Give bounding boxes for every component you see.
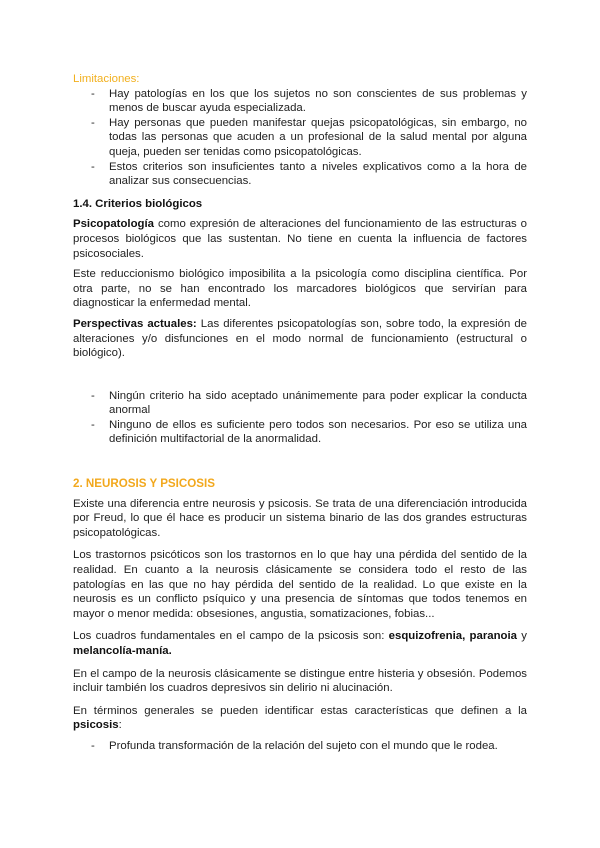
document-content [73, 72, 527, 754]
paragraph-diferencia: Existe una diferencia entre neurosis y psicosis. Se trata de una diferenciación introducida por Freud, lo que él hace es producir un sistema binario de las dos grandes estructuras psicopatológicas. [73, 497, 527, 539]
dash-marker: - [91, 160, 95, 173]
paragraph-cuadros: Los cuadros fundamentales en el campo de la psicosis son: esquizofrenia, paranoia y melancolía-manía. [73, 630, 527, 657]
dash-marker: - [91, 389, 95, 402]
paragraph-reduccionismo: Este reduccionismo biológico imposibilita a la psicología como disciplina científica. Por otra parte, no se han encontrado los marcadores biológicos que servirían para diagnosticar la enfermedad mental. [73, 268, 527, 310]
dash-marker: - [91, 116, 95, 129]
dash-marker: - [91, 87, 95, 100]
list-item: - Profunda transformación de la relación del sujeto con el mundo que le rodea. [91, 739, 498, 752]
paragraph-caracteristicas: En términos generales se pueden identificar estas características que definen a la psicosis: [73, 704, 527, 732]
paragraph-trastornos: Los trastornos psicóticos son los trastornos en lo que hay una pérdida del sentido de la realidad. En cuanto a la neurosis clásicamente se considera todo el resto de las patologías en las que no hay pérdida del sentido de la realidad. Lo que existe en la neurosis es un conflicto psíquico y una presencia de síntomas que todos tenemos en mayor o menor medida: obsesiones, angustia, somatizaciones, fobias... [73, 549, 527, 620]
paragraph-psicopatologia: Psicopatología como expresión de alteraciones del funcionamiento de las estructuras o procesos biológicos que las sustentan. No tiene en cuenta la influencia de factores psicosociales. [73, 218, 527, 260]
limitaciones-list [73, 87, 527, 189]
list-item: - Estos criterios son insuficientes tanto a niveles explicativos como a la hora de analizar sus consecuencias. [91, 160, 527, 188]
paragraph-histeria: En el campo de la neurosis clásicamente se distingue entre histeria y obsesión. Podemos incluir también los cuadros depresivos sin delirio ni alucinación. [73, 667, 527, 695]
dash-marker: - [91, 418, 95, 431]
list-item: - Hay patologías en los que los sujetos no son conscientes de sus problemas y menos de buscar ayuda especializada. [91, 87, 527, 115]
psicosis-list [73, 739, 527, 754]
list-item: - Ningún criterio ha sido aceptado unánimemente para poder explicar la conducta anormal [91, 389, 527, 417]
section-heading-neurosis: 2. NEUROSIS Y PSICOSIS [73, 477, 215, 491]
list-item: - Ninguno de ellos es suficiente pero todos son necesarios. Por eso se utiliza una definición multifactorial de la anormalidad. [91, 418, 527, 446]
list-item: - Hay personas que pueden manifestar quejas psicopatológicas, sin embargo, no todas las personas que acuden a un profesional de la salud mental por alguna queja, pueden ser tenidas como psicopatológicas. [91, 116, 527, 158]
paragraph-perspectivas: Perspectivas actuales: Las diferentes psicopatologías son, sobre todo, la expresión de alteraciones y/o disfunciones en el modo normal de funcionamiento (estructural o biológico). [73, 317, 528, 360]
section-heading-criterios-biologicos: 1.4. Criterios biológicos [73, 197, 203, 210]
dash-marker: - [91, 739, 95, 752]
limitaciones-title: Limitaciones: [73, 73, 140, 85]
criterios-list [73, 389, 527, 447]
